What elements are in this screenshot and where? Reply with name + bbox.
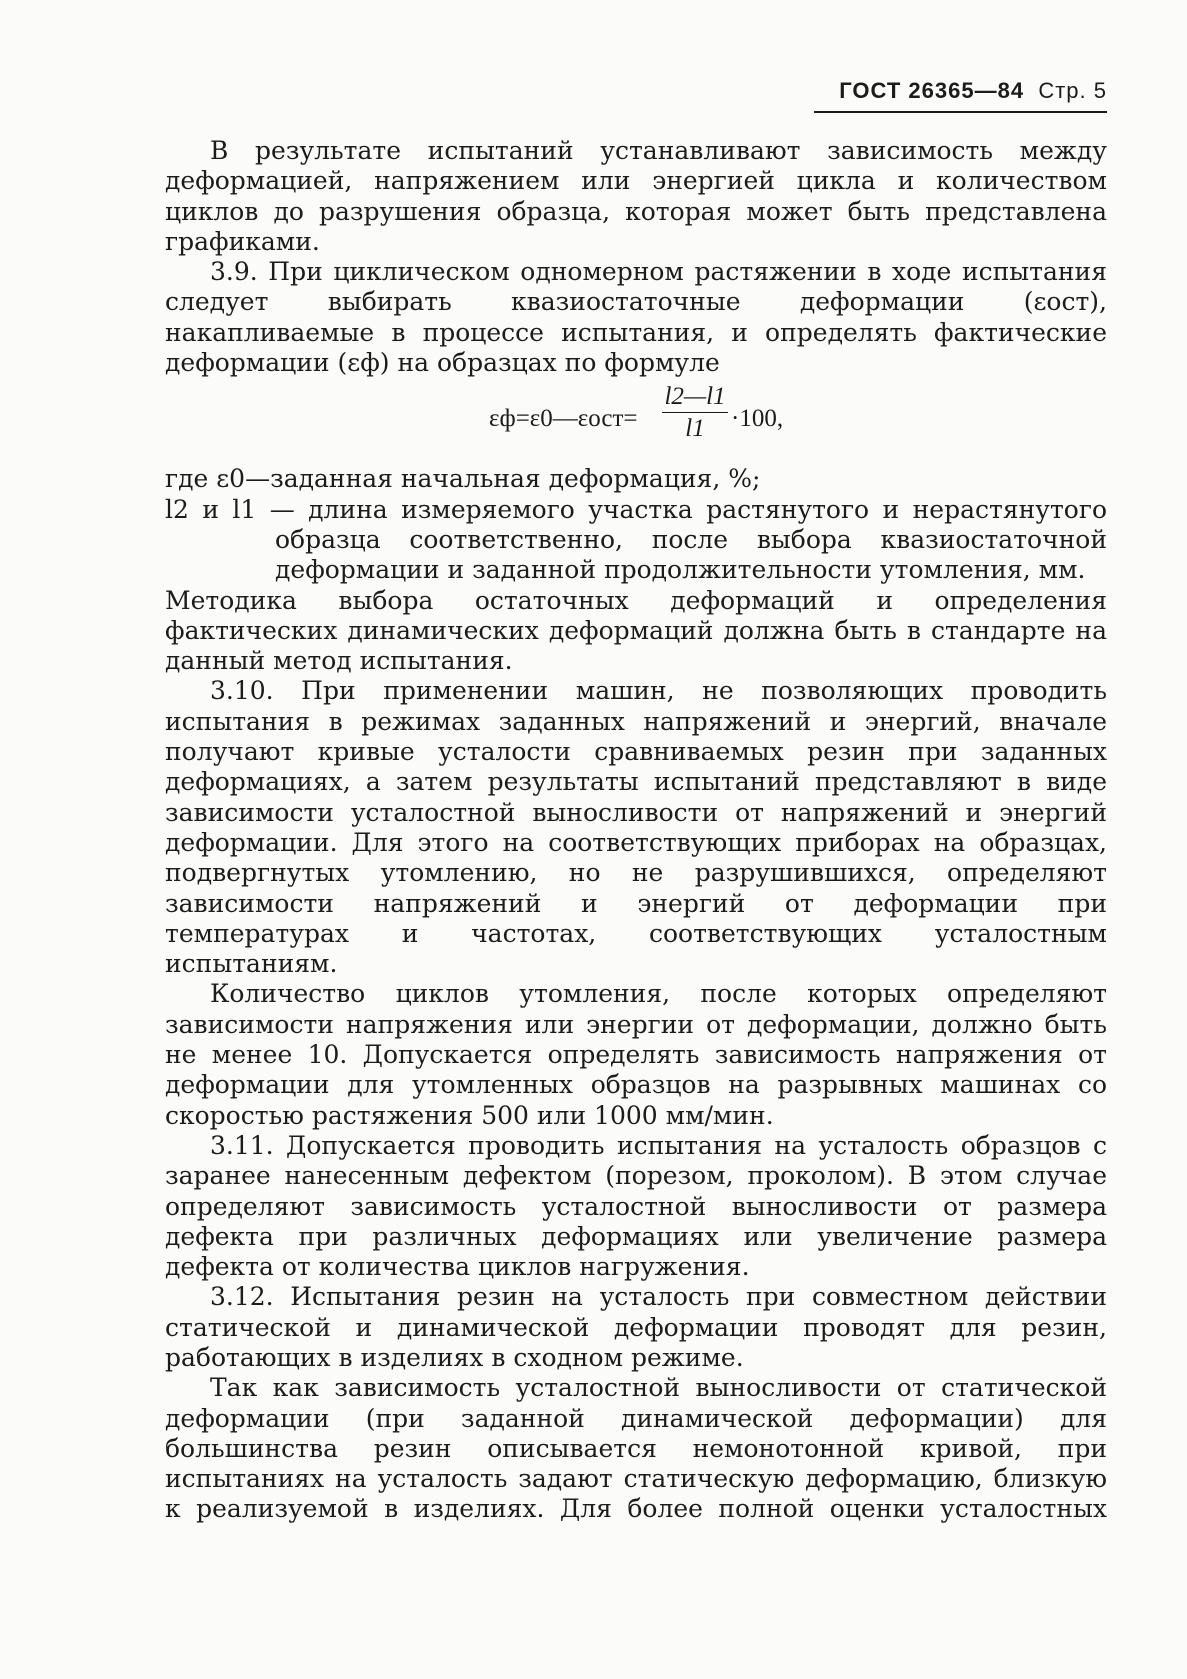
formula-rhs: ·100, [731, 405, 784, 433]
where-e0: где ε0—заданная начальная деформация, %; [165, 464, 761, 494]
formula-numerator: l2—l1 [662, 382, 728, 413]
paragraph-results: В результате испытаний устанавливают зависимость между деформацией, напряжением или энергией цикла и количеством циклов до разрушения образца, которая может быть представлена графиками. [165, 136, 1107, 256]
paragraph-cycles: Количество циклов утомления, после которых определяют зависимости напряжения или энергии от деформации, должно быть не менее 10. Допускается определять зависимость напряжения от деформации для утомленных образцов на разрывных машинах со скоростью растяжения 500 или 1000 мм/мин. [165, 979, 1107, 1130]
paragraph-3-12: 3.12. Испытания резин на усталость при совместном действии статической и динамической деформации проводят для резин, работающих в изделиях в сходном режиме. [165, 1282, 1107, 1372]
document-body [165, 136, 1107, 1525]
page-header [839, 78, 1107, 104]
paragraph-3-10: 3.10. При применении машин, не позволяющих проводить испытания в режимах заданных напряжений и энергий, вначале получают кривые усталости сравниваемых резин при заданных деформациях, а затем результаты испытаний представляют в виде зависимости усталостной выносливости от напряжений и энергий деформации. Для этого на соответствующих приборах на образцах, подвергнутых утомлению, но не разрушившихся, определяют зависимости напряжений и энергий от деформации при температурах и частотах, соответствующих усталостным испытаниям. [165, 676, 1107, 979]
page-number: Стр. 5 [1038, 78, 1107, 103]
formula-denominator: l1 [685, 415, 705, 443]
paragraph-static: Так как зависимость усталостной выносливости от статической деформации (при заданной динамической деформации) для большинства резин описывается немонотонной кривой, при испытаниях на усталость задают статическую деформацию, близкую к реализуемой в изделиях. Для более полной оценки усталостных [165, 1373, 1107, 1524]
where-lengths: l2 и l1 — длина измеряемого участка растянутого и нерастянутого образца соответственно, после выбора квазиостаточной деформации и заданной продолжительности утомления, мм. [165, 494, 1107, 585]
paragraph-3-9: 3.9. При циклическом одномерном растяжении в ходе испытания следует выбирать квазиостаточные деформации (εост), накапливаемые в процессе испытания, и определять фактические деформации (εф) на образцах по формуле [165, 257, 1107, 378]
paragraph-method: Методика выбора остаточных деформаций и определения фактических динамических деформаций должна быть в стандарте на данный метод испытания. [165, 585, 1107, 676]
formula-fraction [662, 382, 728, 445]
header-rule [814, 111, 1107, 113]
standard-number: ГОСТ 26365—84 [839, 78, 1025, 103]
formula-lhs: εф=ε0—εост= [489, 405, 638, 433]
formula [165, 382, 1107, 458]
paragraph-3-11: 3.11. Допускается проводить испытания на усталость образцов с заранее нанесенным дефектом (порезом, проколом). В этом случае определяют зависимость усталостной выносливости от размера дефекта при различных деформациях или увеличение размера дефекта от количества циклов нагружения. [165, 1130, 1107, 1282]
